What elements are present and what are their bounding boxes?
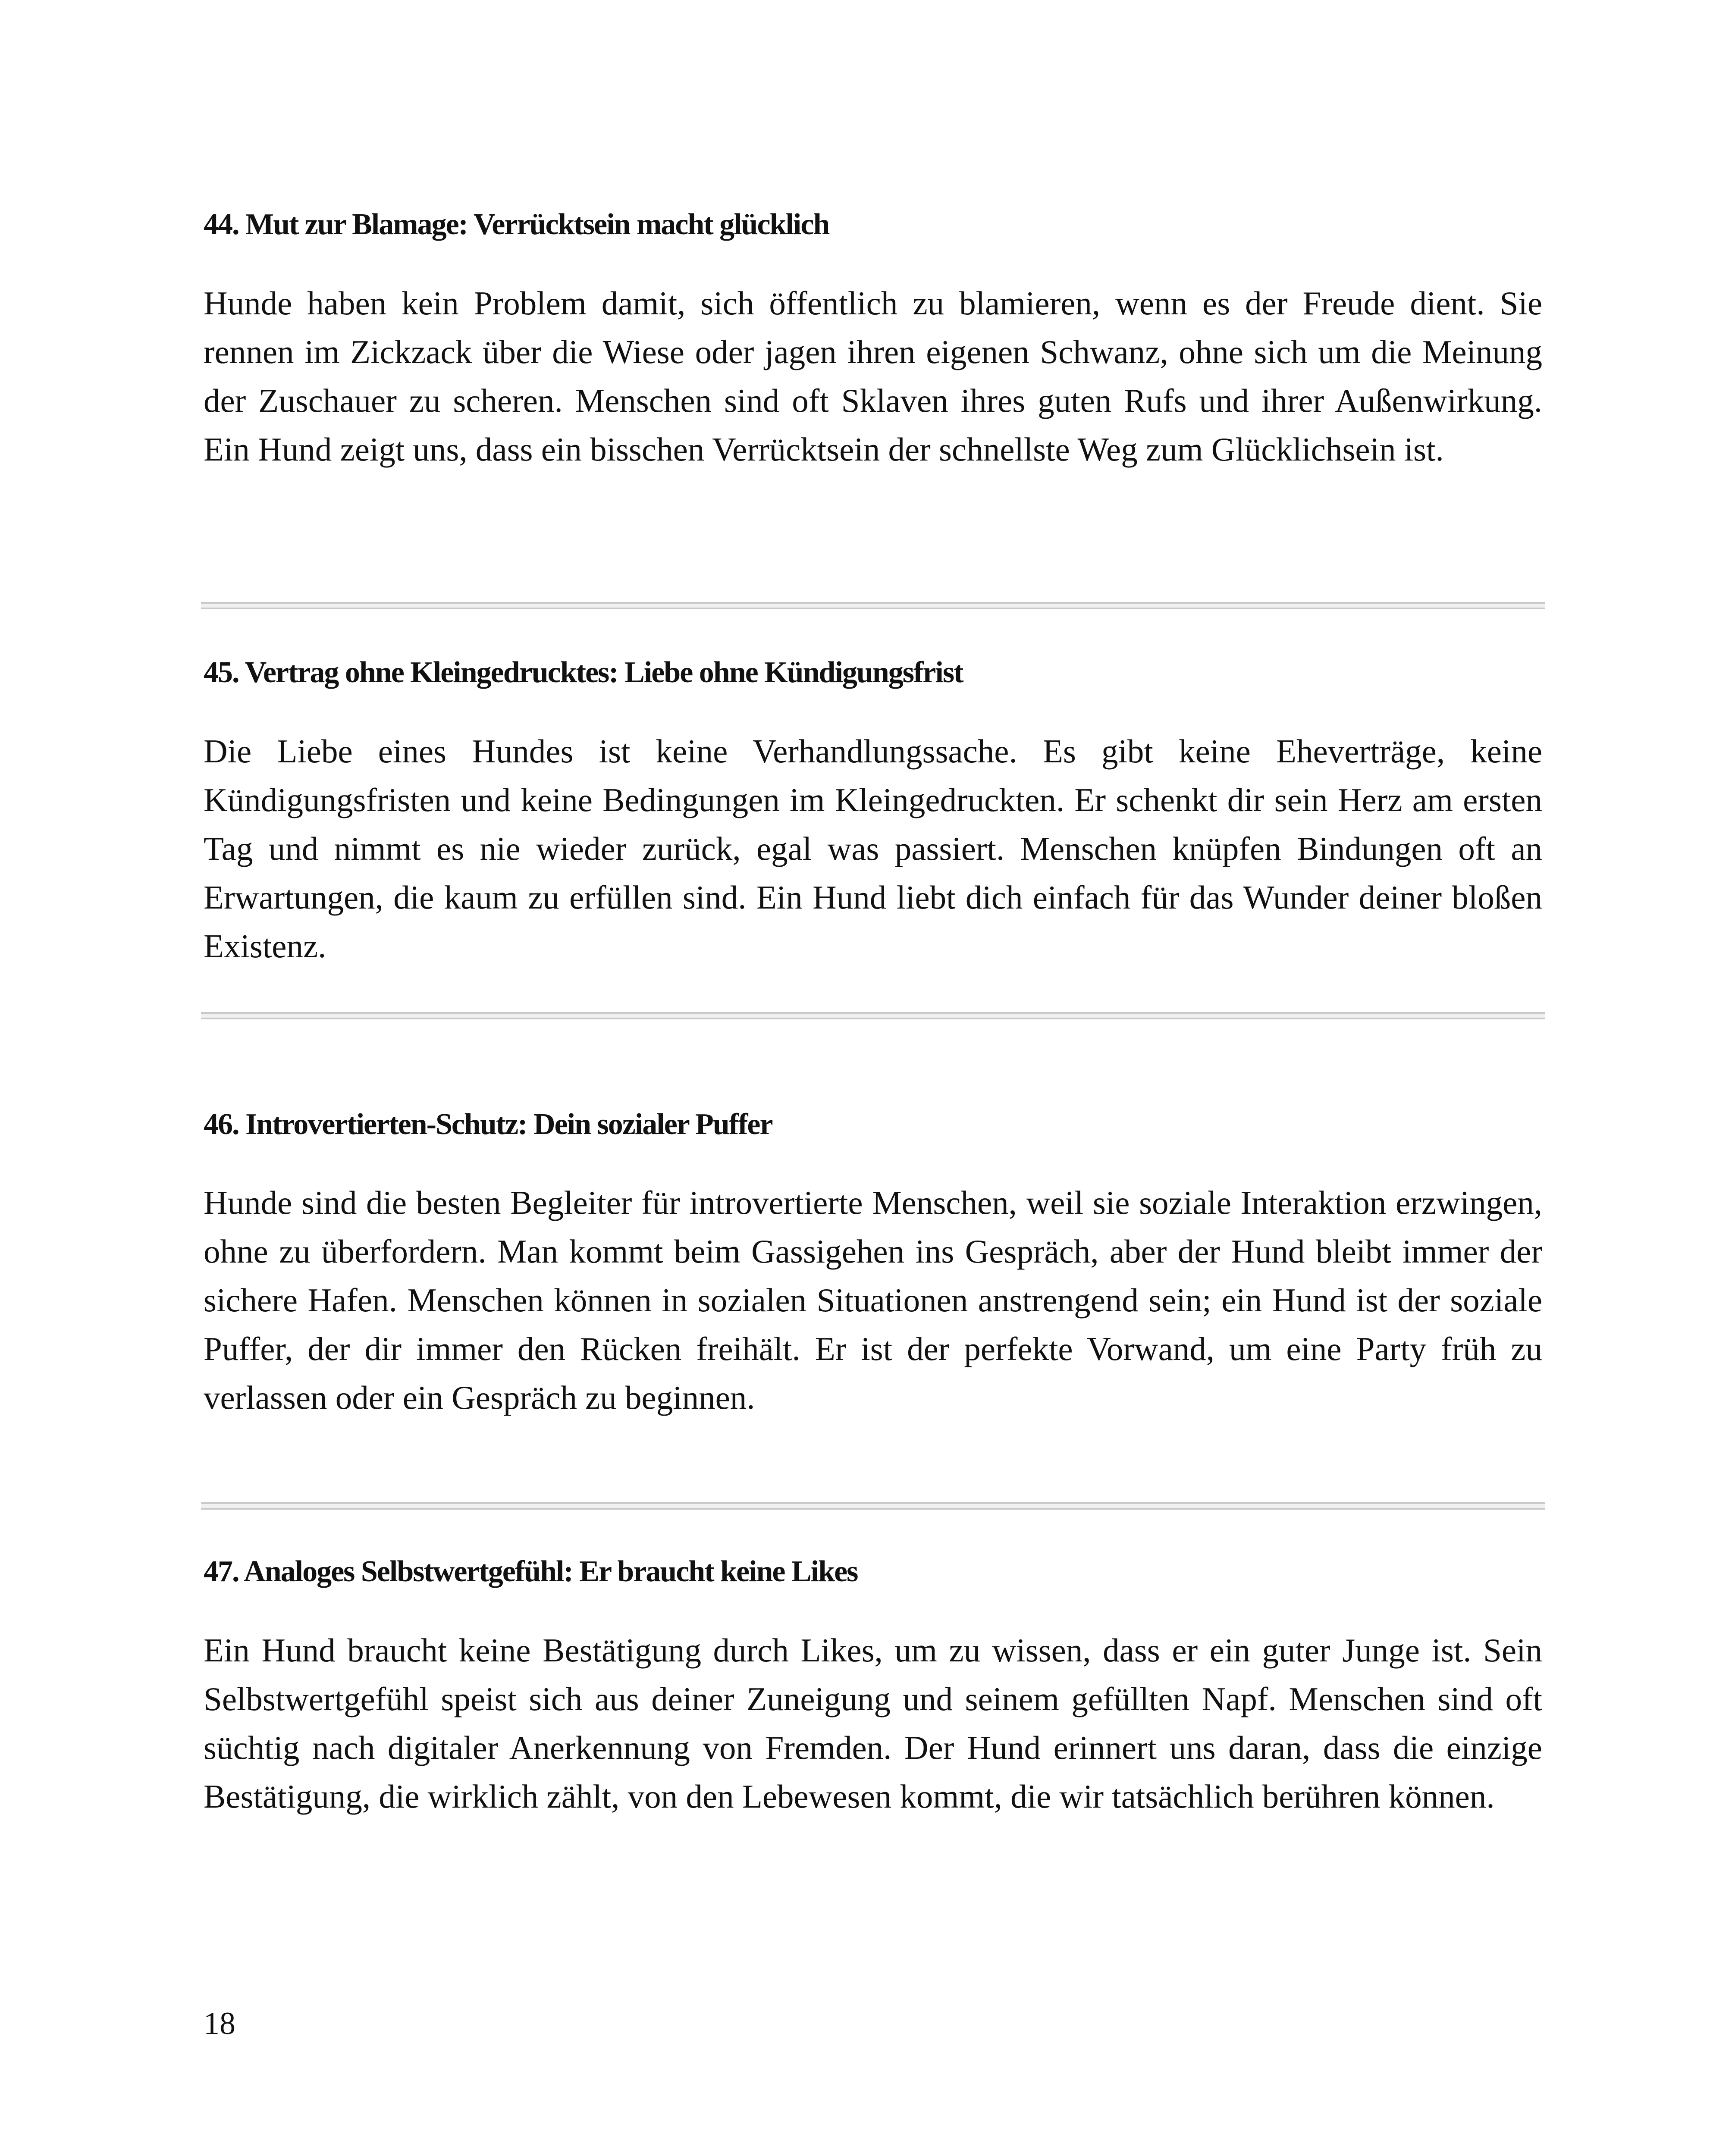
section-divider <box>201 602 1545 609</box>
section-divider <box>201 1012 1545 1019</box>
section-heading: 44. Mut zur Blamage: Verrücktsein macht glücklich <box>204 208 829 241</box>
section-heading: 45. Vertrag ohne Kleingedrucktes: Liebe ohne Kündigungsfrist <box>204 656 963 689</box>
section-46 <box>204 1105 1542 1422</box>
section-47 <box>204 1552 1542 1821</box>
section-paragraph: Die Liebe eines Hundes ist keine Verhandlungssache. Es gibt keine Eheverträge, keine Kündigungsfristen und keine Bedingungen im Kleingedruckten. Er schenkt dir sein Herz am ersten Tag und nimmt es nie wieder zurück, egal was passiert. Menschen knüpfen Bindungen oft an Erwartungen, die kaum zu erfüllen sind. Ein Hund liebt dich einfach für das Wunder deiner bloßen Existenz. <box>204 733 1542 965</box>
section-paragraph: Hunde haben kein Problem damit, sich öffentlich zu blamieren, wenn es der Freude dient. Sie rennen im Zickzack über die Wiese oder jagen ihren eigenen Schwanz, ohne sich um die Meinung der Zuschauer zu scheren. Menschen sind oft Sklaven ihres guten Rufs und ihrer Außenwirkung. Ein Hund zeigt uns, dass ein bisschen Verrücktsein der schnellste Weg zum Glücklichsein ist. <box>204 285 1542 468</box>
section-paragraph: Hunde sind die besten Begleiter für introvertierte Menschen, weil sie soziale Interaktion erzwingen, ohne zu überfordern. Man kommt beim Gassigehen ins Gespräch, aber der Hund bleibt immer der sichere Hafen. Menschen können in sozialen Situationen anstrengend sein; ein Hund ist der soziale Puffer, der dir immer den Rücken freihält. Er ist der perfekte Vorwand, um eine Party früh zu verlassen oder ein Gespräch zu beginnen. <box>204 1184 1542 1416</box>
section-divider <box>201 1502 1545 1510</box>
page-number: 18 <box>204 2006 235 2041</box>
section-paragraph: Ein Hund braucht keine Bestätigung durch Likes, um zu wissen, dass er ein guter Junge ist. Sein Selbstwertgefühl speist sich aus deiner Zuneigung und seinem gefüllten Napf. Menschen sind oft süchtig nach digitaler Anerkennung von Fremden. Der Hund erinnert uns daran, dass die einzige Bestätigung, die wirklich zählt, von den Lebewesen kommt, die wir tatsächlich berühren können. <box>204 1632 1542 1815</box>
section-heading: 46. Introvertierten-Schutz: Dein sozialer Puffer <box>204 1108 772 1141</box>
section-heading: 47. Analoges Selbstwertgefühl: Er braucht keine Likes <box>204 1555 858 1588</box>
section-44 <box>204 205 1542 474</box>
section-45 <box>204 653 1542 971</box>
